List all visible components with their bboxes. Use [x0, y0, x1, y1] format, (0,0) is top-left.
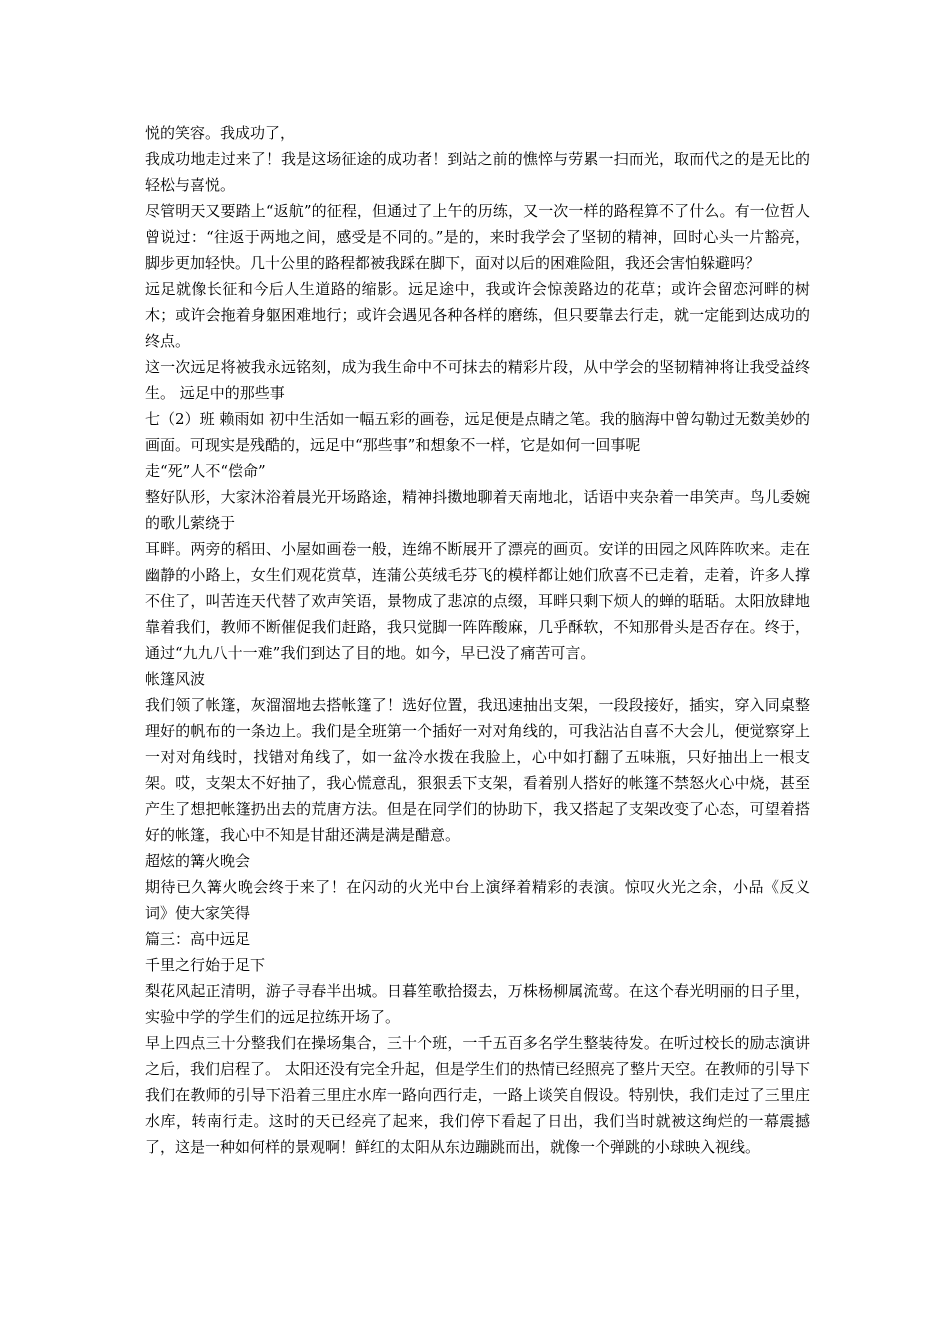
paragraph: 耳畔。两旁的稻田、小屋如画卷一般，连绵不断展开了漂亮的画页。安详的田园之风阵阵吹来。走在幽静的小路上，女生们观花赏草，连蒲公英绒毛芬飞的模样都让她们欣喜不已走着，走着，许多人撑不住了，叫苦连天代替了欢声笑语，景物成了悲凉的点缀，耳畔只剩下烦人的蝉的聒聒。太阳放肆地靠着我们，教师不断催促我们赶路，我只觉脚一阵阵酸麻，几乎酥软，不知那骨头是否存在。终于，通过“九九八十一难”我们到达了目的地。如今，早已没了痛苦可言。: [145, 540, 810, 662]
paragraph: 悦的笑容。我成功了，: [145, 124, 296, 142]
paragraph: 七（2）班 赖雨如 初中生活如一幅五彩的画卷，远足便是点睛之笔。我的脑海中曾勾勒过无数美妙的画面。可现实是残酷的，远足中“那些事”和想象不一样，它是如何一回事呢: [145, 410, 810, 454]
section-heading: 千里之行始于足下: [145, 956, 266, 974]
paragraph: 我们领了帐篷，灰溜溜地去搭帐篷了！选好位置，我迅速抽出支架，一段段接好，插实，穿入同桌整理好的帆布的一条边上。我们是全班第一个插好一对对角线的，可我沾沾自喜不大会儿，便觉察穿上一对对角线时，找错对角线了，如一盆冷水拨在我脸上，心中如打翻了五味瓶，只好抽出上一根支架。哎，支架太不好抽了，我心慌意乱，狠狠丢下支架，看着别人搭好的帐篷不禁怒火心中烧，甚至产生了想把帐篷扔出去的荒唐方法。但是在同学们的协助下，我又搭起了支架改变了心态，可望着搭好的帐篷，我心中不知是甘甜还满是满是醋意。: [145, 696, 810, 844]
paragraph: 尽管明天又要踏上“返航”的征程，但通过了上午的历练，又一次一样的路程算不了什么。有一位哲人曾说过：“往返于两地之间，感受是不同的。”是的，来时我学会了坚韧的精神，回时心头一片豁亮，脚步更加轻快。几十公里的路程都被我踩在脚下，面对以后的困难险阻，我还会害怕躲避吗？: [145, 202, 810, 272]
paragraph: 梨花风起正清明，游子寻春半出城。日暮笙歌拾掇去，万株杨柳属流莺。在这个春光明丽的日子里，实验中学的学生们的远足拉练开场了。: [145, 982, 810, 1026]
article-title: 篇三：高中远足: [145, 930, 251, 948]
paragraph: 期待已久篝火晚会终于来了！在闪动的火光中台上演绎着精彩的表演。惊叹火光之余，小品《反义词》使大家笑得: [145, 878, 810, 922]
section-heading: 超炫的篝火晚会: [145, 852, 251, 870]
paragraph: 我成功地走过来了！我是这场征途的成功者！到站之前的憔悴与劳累一扫而光，取而代之的是无比的轻松与喜悦。: [145, 150, 810, 194]
paragraph: 远足就像长征和今后人生道路的缩影。远足途中，我或许会惊羡路边的花草；或许会留恋河畔的树木；或许会拖着身躯困难地行；或许会遇见各种各样的磨练，但只要靠去行走，就一定能到达成功的终点。: [145, 280, 810, 350]
paragraph: 早上四点三十分整我们在操场集合，三十个班，一千五百多名学生整装待发。在听过校长的励志演讲之后，我们启程了。 太阳还没有完全升起，但是学生们的热情已经照亮了整片天空。在教师的引导下我们在教师的引导下沿着三里庄水库一路向西行走，一路上谈笑自假设。特别快，我们走过了三里庄水库，转南行走。这时的天已经亮了起来，我们停下看起了日出，我们当时就被这绚烂的一幕震撼了，这是一种如何样的景观啊！鲜红的太阳从东边蹦跳而出，就像一个弹跳的小球映入视线。: [145, 1034, 810, 1156]
section-heading: 走“死”人不“偿命”: [145, 462, 266, 480]
paragraph: 整好队形，大家沐浴着晨光开场路途，精神抖擞地聊着天南地北，话语中夹杂着一串笑声。鸟儿委婉的歌儿萦绕于: [145, 488, 810, 532]
section-heading: 帐篷风波: [145, 670, 206, 688]
paragraph: 这一次远足将被我永远铭刻，成为我生命中不可抹去的精彩片段，从中学会的坚韧精神将让我受益终生。 远足中的那些事: [145, 358, 810, 402]
document-body: [145, 120, 810, 1160]
